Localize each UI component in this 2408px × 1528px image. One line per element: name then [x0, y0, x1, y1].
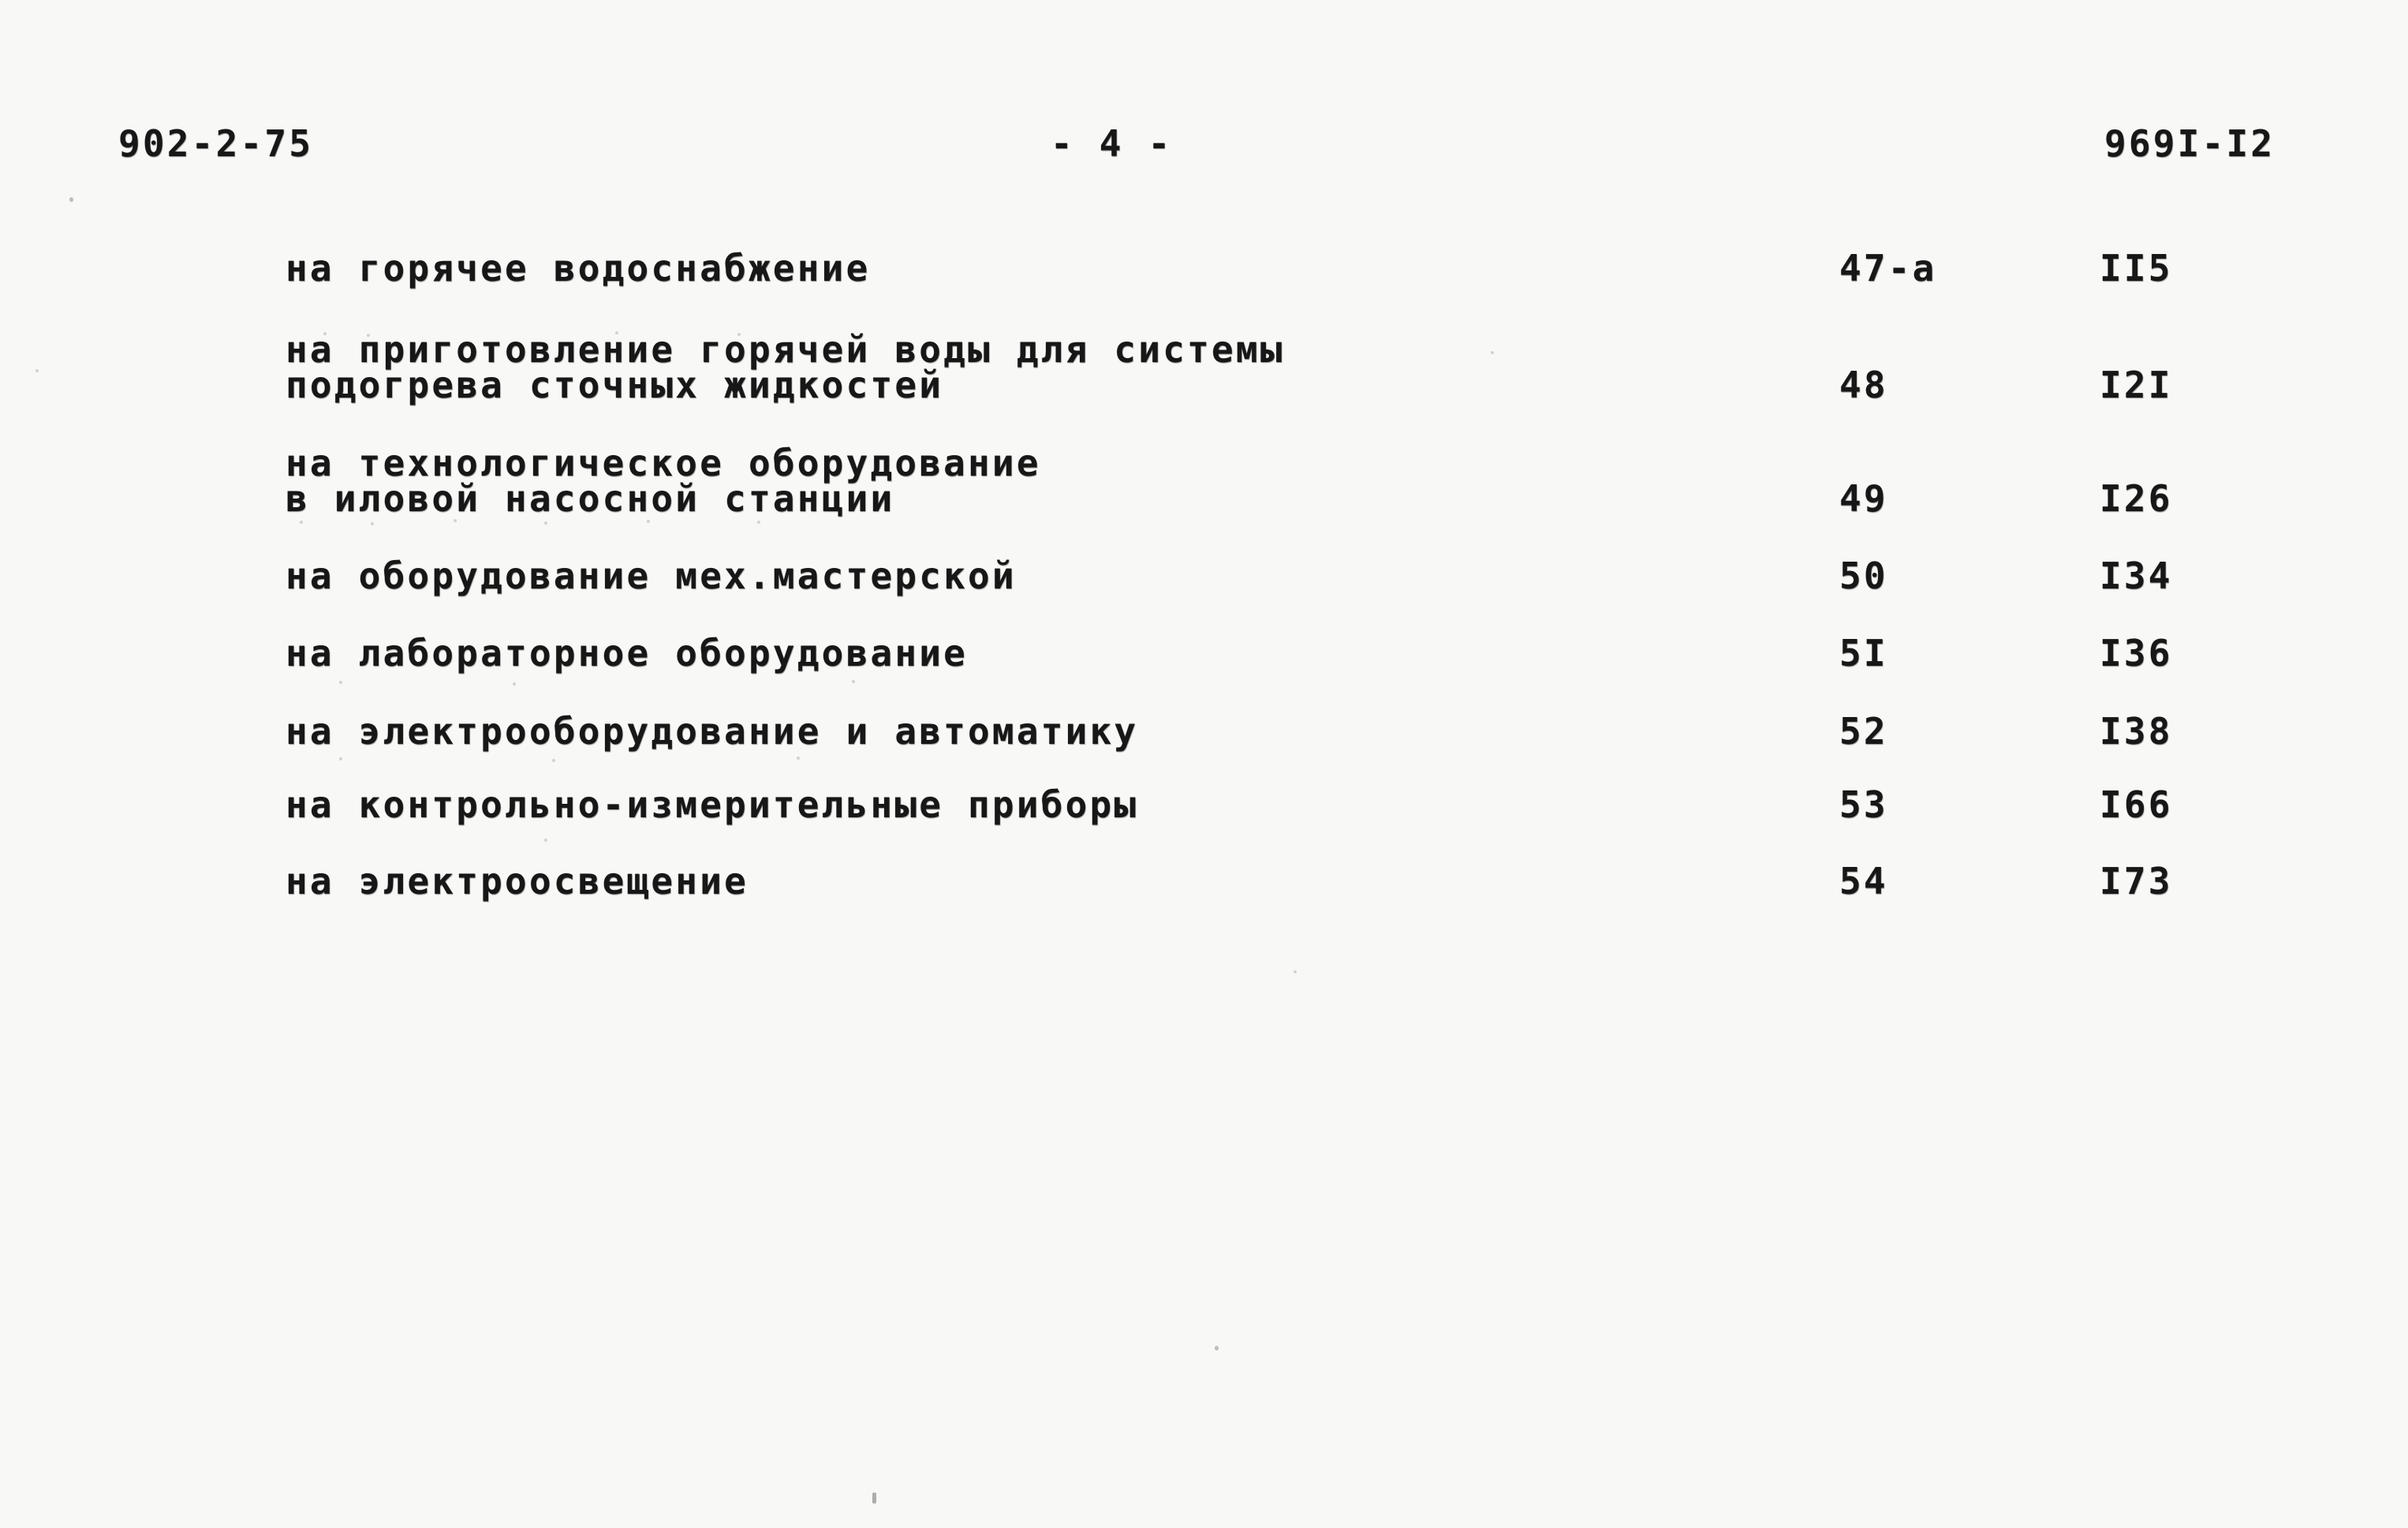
toc-entry-section-number: 54 — [1839, 860, 1888, 902]
toc-entry-section-number: 53 — [1839, 783, 1888, 826]
toc-entry-page-number: I73 — [2100, 860, 2173, 902]
header-series-code: 902-2-75 — [118, 122, 314, 165]
table-row — [286, 442, 2376, 520]
toc-entry-section-number: 50 — [1839, 555, 1888, 597]
toc-entry-line: в иловой насосной станции — [286, 477, 895, 520]
toc-entry-section-number: 47-а — [1839, 247, 1937, 290]
scan-speck — [552, 759, 555, 762]
scan-speck — [647, 520, 650, 523]
toc-entry-title — [286, 632, 1839, 674]
toc-entry-page-number: I38 — [2100, 710, 2173, 753]
scan-speck — [454, 519, 457, 522]
table-row — [286, 247, 2376, 290]
scan-speck — [615, 331, 618, 334]
header-page-number: - 4 - — [1051, 122, 1173, 165]
scan-speck — [544, 521, 547, 525]
scan-speck — [852, 680, 855, 683]
header-album-code: 969I-I2 — [2104, 122, 2275, 165]
scan-speck — [35, 369, 39, 372]
toc-entry-line: на лабораторное оборудование — [286, 632, 969, 674]
scan-speck — [300, 521, 303, 524]
toc-entry-title — [286, 783, 1839, 826]
toc-entry-page-number: II5 — [2100, 247, 2173, 290]
scan-speck — [1491, 351, 1494, 354]
toc-entry-line: на электроосвещение — [286, 860, 749, 902]
table-row — [286, 860, 2376, 902]
table-row — [286, 632, 2376, 674]
scan-speck — [339, 757, 342, 760]
toc-entry-line: на приготовление горячей воды для системы — [286, 328, 1285, 371]
scan-speck — [367, 334, 370, 337]
scan-speck — [872, 1493, 876, 1504]
table-row — [286, 710, 2376, 753]
toc-entry-page-number: I26 — [2100, 477, 2173, 520]
toc-entry-title — [286, 710, 1839, 753]
scan-speck — [339, 681, 342, 684]
scan-speck — [1215, 1346, 1219, 1351]
scan-speck — [513, 682, 516, 686]
toc-entry-line: на горячее водоснабжение — [286, 247, 871, 290]
toc-entry-line: подогрева сточных жидкостей — [286, 364, 944, 406]
toc-entry-page-number: I2I — [2100, 364, 2173, 406]
table-row — [286, 783, 2376, 826]
toc-entry-page-number: I34 — [2100, 555, 2173, 597]
toc-entry-line: на электрооборудование и автоматику — [286, 710, 1139, 753]
toc-entry-section-number: 48 — [1839, 364, 1888, 406]
scan-speck — [544, 839, 547, 842]
toc-entry-section-number: 49 — [1839, 477, 1888, 520]
scan-speck — [757, 521, 760, 524]
toc-entry-line: на технологическое оборудование — [286, 442, 1041, 484]
toc-entry-section-number: 52 — [1839, 710, 1888, 753]
toc-entry-title — [286, 555, 1839, 597]
toc-entry-title — [286, 247, 1839, 290]
toc-entry-title — [286, 442, 1839, 520]
scan-speck — [323, 332, 327, 335]
toc-entry-page-number: I66 — [2100, 783, 2173, 826]
scan-speck — [737, 333, 741, 336]
scan-speck — [1294, 970, 1297, 973]
toc-entry-title — [286, 860, 1839, 902]
scan-speck — [797, 757, 800, 760]
toc-entry-title — [286, 328, 1839, 406]
toc-entry-line: на контрольно-измерительные приборы — [286, 783, 1139, 826]
scan-speck — [371, 522, 374, 525]
toc-entry-line: на оборудование мех.мастерской — [286, 555, 1017, 597]
scan-speck — [69, 197, 73, 202]
table-row — [286, 328, 2376, 406]
toc-entry-page-number: I36 — [2100, 632, 2173, 674]
table-row — [286, 555, 2376, 597]
toc-entry-section-number: 5I — [1839, 632, 1888, 674]
